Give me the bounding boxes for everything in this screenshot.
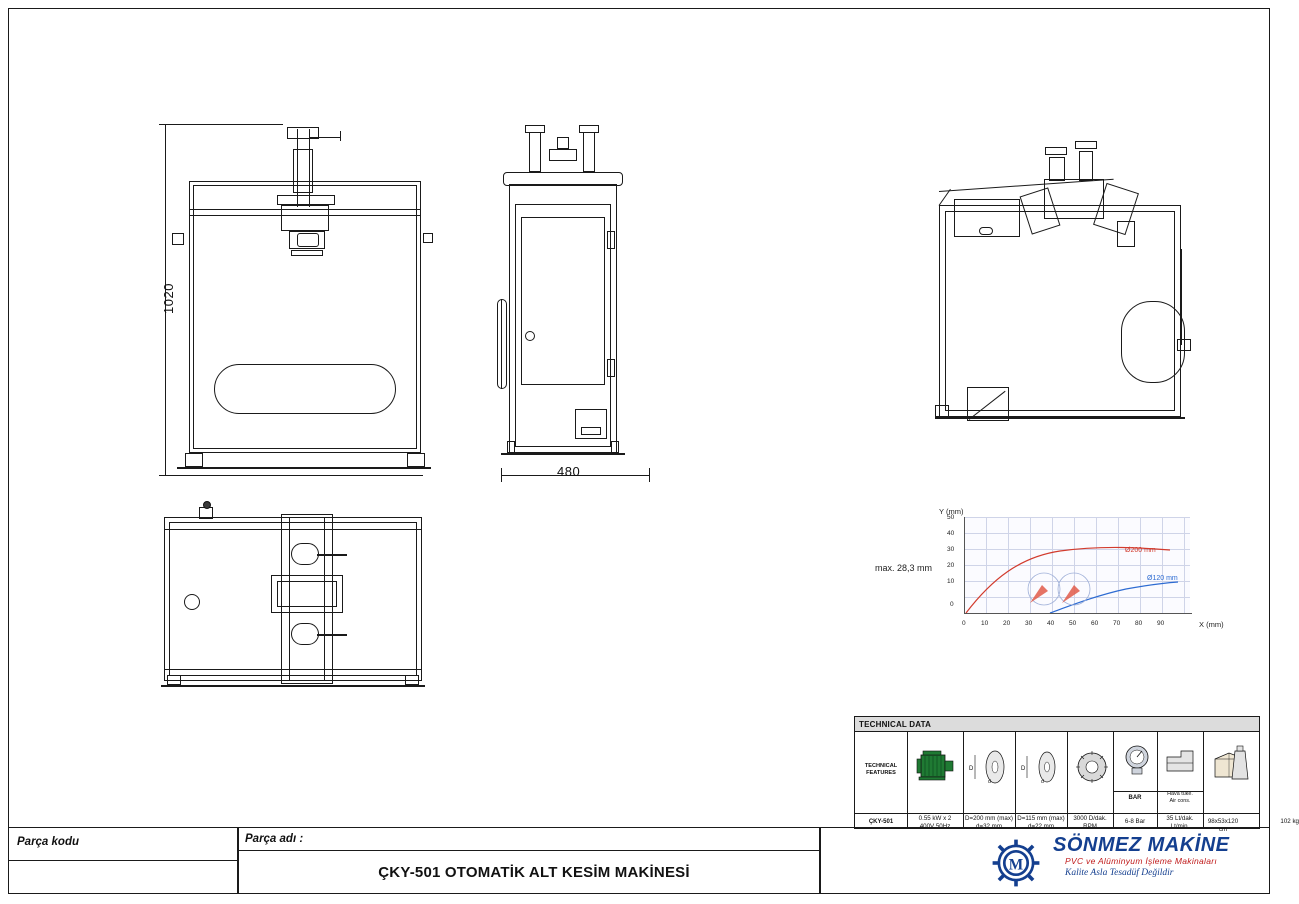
title-block (9, 827, 1269, 893)
graph-y-tick-40: 40 (947, 530, 955, 537)
iso-side-panel (1121, 301, 1185, 383)
graph-x-tick-30: 30 (1025, 620, 1033, 627)
svg-text:d: d (1041, 779, 1044, 785)
technical-data-header (855, 717, 1259, 732)
graph-x-tick-80: 80 (1135, 620, 1143, 627)
iso-right-bracket (1117, 221, 1135, 247)
graph-y-axis (964, 517, 965, 614)
bar-value: 6-8 Bar (1124, 818, 1146, 825)
bar-column-header: BAR (1128, 795, 1142, 801)
top-foot-right (405, 675, 419, 685)
technical-data-header-label: TECHNICAL DATA (859, 720, 932, 729)
front-base-line (177, 467, 431, 469)
graph-y-tick-50: 50 (947, 514, 955, 521)
technical-features-label: TECHNICAL FEATURES (864, 763, 898, 776)
svg-text:D: D (969, 766, 974, 772)
graph-y-tick-30: 30 (947, 546, 955, 553)
side-top-cap (503, 172, 623, 186)
rpm-icon (1073, 747, 1111, 787)
rpm-value: 3000 D/dak. RPM (1073, 815, 1107, 830)
graph-y-label: Y (mm) (939, 507, 964, 516)
front-panel (214, 364, 396, 414)
package-value: 98x53x120 cm (1207, 818, 1239, 833)
dim-tick-bottom (159, 475, 173, 476)
top-arm-lower (291, 623, 319, 645)
blade-1-value: D=200 mm (max) d=32 mm (965, 815, 1013, 830)
weight-icon (1225, 743, 1255, 787)
side-door-knob (525, 331, 535, 341)
machine-name: ÇKY-501 OTOMATİK ALT KESİM MAKİNESİ (378, 864, 690, 881)
front-foot-right (407, 453, 425, 467)
motor-value: 0.55 kW x 2 400V 50Hz (918, 815, 952, 830)
graph-x-tick-20: 20 (1003, 620, 1011, 627)
front-carriage-foot (291, 250, 323, 256)
iso-head-cap-left (1045, 147, 1067, 155)
side-post-left (529, 132, 541, 172)
iso-head-post-left (1049, 157, 1065, 181)
motor-icon (913, 745, 957, 789)
svg-text:D: D (1021, 766, 1026, 772)
front-display (297, 233, 319, 247)
svg-text:M: M (1008, 856, 1024, 874)
company-logo (961, 832, 1261, 890)
side-post-left-cap (525, 125, 545, 133)
graph-x-tick-0: 0 (962, 620, 966, 627)
saw-blade-icon-2 (1021, 747, 1063, 787)
graph-y-tick-10: 10 (947, 578, 955, 585)
graph-x-tick-90: 90 (1157, 620, 1165, 627)
dim-tick-top (159, 124, 173, 125)
front-lever-end (340, 131, 341, 141)
technical-data-table (854, 716, 1299, 833)
side-hinge-bottom (607, 359, 615, 377)
side-foot-right (611, 441, 619, 453)
front-lever (309, 137, 341, 138)
side-bridge-knob (557, 137, 569, 149)
side-post-right (583, 132, 595, 172)
air-consumption-header: Hava tüke. Air cons. (1167, 791, 1193, 804)
side-dim-tick-l (501, 468, 502, 482)
front-right-nub (423, 233, 433, 243)
model-code: ÇKY-501 (868, 819, 894, 825)
graph-x-tick-40: 40 (1047, 620, 1055, 627)
graph-x-tick-50: 50 (1069, 620, 1077, 627)
side-foot-left (507, 441, 515, 453)
iso-foot-left (935, 405, 949, 417)
graph-x-axis (964, 613, 1192, 614)
side-outlet-slot (581, 427, 601, 435)
front-rail (277, 195, 335, 205)
air-consumption-icon (1163, 745, 1199, 779)
graph-x-tick-60: 60 (1091, 620, 1099, 627)
iso-right-edge (1181, 249, 1182, 345)
dim-height-label: 1020 (161, 283, 176, 314)
ext-line-top (173, 124, 283, 125)
top-base-line (161, 685, 425, 687)
top-knob (184, 594, 200, 610)
pressure-gauge-icon (1119, 743, 1155, 777)
graph-max-note: max. 28,3 mm (875, 563, 933, 573)
part-code-label: Parça kodu (17, 836, 79, 848)
iso-head-post-right (1079, 151, 1093, 181)
logo-tagline-1: PVC ve Alüminyum İşleme Makinaları (1065, 856, 1218, 866)
gear-icon (989, 836, 1043, 890)
graph-plot-area (964, 517, 1190, 614)
iso-head-cap-right (1075, 141, 1097, 149)
front-carriage (281, 205, 329, 231)
graph-y-tick-20: 20 (947, 562, 955, 569)
side-door (521, 217, 605, 385)
graph-series-label-1: Ø200 mm (1125, 547, 1156, 554)
iso-base-line (935, 417, 1185, 419)
logo-tagline-2: Kalite Asla Tesadüf Değildir (1065, 868, 1174, 878)
iso-foot-right (1177, 339, 1191, 351)
top-arm-upper (291, 543, 319, 565)
graph-x-tick-10: 10 (981, 620, 989, 627)
air-value: 35 Lt/dak. Lt/min. (1166, 815, 1194, 830)
svg-text:d: d (988, 779, 991, 785)
graph-series-label-2: Ø120 mm (1147, 575, 1178, 582)
top-hole-plate (277, 581, 337, 607)
side-dim-tick-r (649, 468, 650, 482)
top-motor-cap (203, 501, 211, 509)
part-name-label: Parça adı : (245, 833, 304, 845)
front-foot-left (185, 453, 203, 467)
side-base (501, 453, 625, 455)
side-spring (497, 299, 507, 389)
saw-blade-icon (969, 747, 1011, 787)
front-column-box (293, 149, 313, 193)
side-post-right-cap (579, 125, 599, 133)
graph-x-tick-70: 70 (1113, 620, 1121, 627)
top-handle-upper (317, 554, 347, 556)
graph-y-tick-0: 0 (950, 601, 954, 608)
dim-depth-label: 480 (557, 464, 581, 479)
blade-2-value: D=115 mm (max) d=22 mm (1017, 815, 1065, 830)
side-hinge-top (607, 231, 615, 249)
weight-value: 102 kg (1280, 818, 1299, 825)
graph-curves (964, 517, 1190, 614)
drawing-sheet (8, 8, 1299, 894)
top-foot-left (167, 675, 181, 685)
graph-x-label: X (mm) (1199, 620, 1224, 629)
ext-line-bottom (173, 475, 423, 476)
side-bridge (549, 149, 577, 161)
logo-brand: SÖNMEZ MAKİNE (1053, 834, 1230, 856)
top-handle-lower (317, 634, 347, 636)
front-left-nub (172, 233, 184, 245)
iso-top-button (979, 227, 993, 235)
